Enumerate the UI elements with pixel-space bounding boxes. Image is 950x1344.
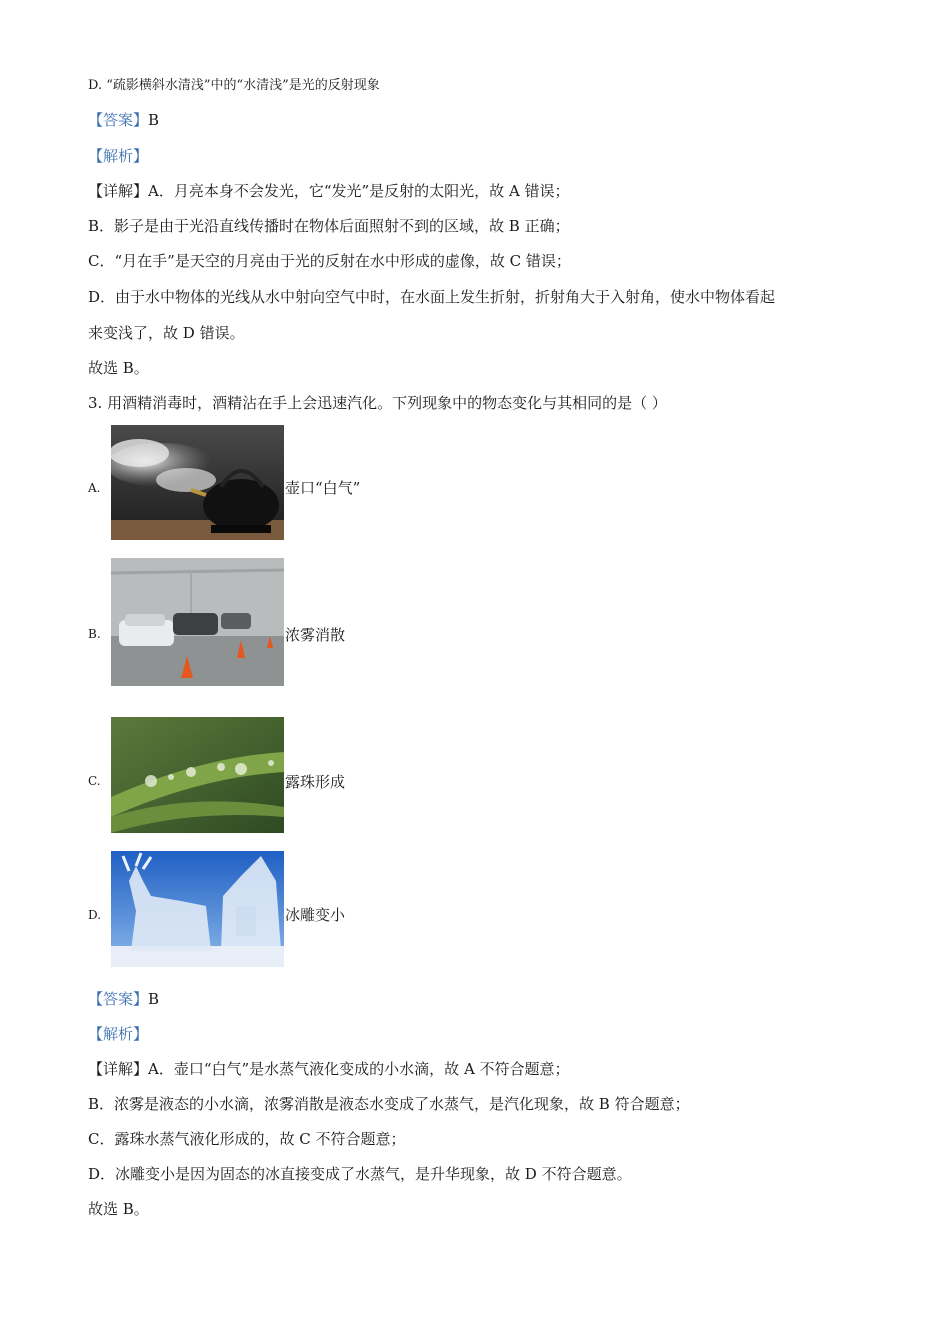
q3-detail-d: D．冰雕变小是因为固态的冰直接变成了水蒸气，是升华现象，故 D 不符合题意。 [88, 1165, 632, 1183]
prev-detail-c: C．“月在手”是天空的月亮由于光的反射在水中形成的虚像，故 C 错误； [88, 252, 571, 270]
option-d-caption: 冰雕变小 [285, 906, 346, 924]
option-c-letter: C. [88, 774, 101, 788]
option-d-letter: D. [88, 908, 102, 922]
q3-detail-a: 【详解】A．壶口“白气”是水蒸气液化变成的小水滴，故 A 不符合题意； [88, 1060, 570, 1078]
answer-value: B [148, 990, 160, 1008]
prev-detail-a: 【详解】A．月亮本身不会发光，它“发光”是反射的太阳光，故 A 错误； [88, 182, 570, 200]
analysis-tag: 【解析】 [88, 147, 149, 165]
prev-detail-d2: 来变浅了，故 D 错误。 [88, 324, 245, 342]
option-c-caption: 露珠形成 [285, 773, 346, 791]
q3-choose: 故选 B。 [88, 1200, 149, 1218]
prev-answer-line [88, 110, 159, 130]
answer-tag: 【答案】 [88, 990, 149, 1008]
prev-choose: 故选 B。 [88, 359, 149, 377]
q3-detail-b: B．浓雾是液态的小水滴，浓雾消散是液态水变成了水蒸气，是汽化现象，故 B 符合题意； [88, 1095, 690, 1113]
prev-detail-b: B．影子是由于光沿直线传播时在物体后面照射不到的区域，故 B 正确； [88, 217, 570, 235]
kettle-steam-image [111, 425, 284, 540]
q3-answer-line [88, 989, 159, 1009]
answer-tag: 【答案】 [88, 111, 149, 129]
option-b-caption: 浓雾消散 [285, 626, 346, 644]
analysis-tag: 【解析】 [88, 1025, 149, 1043]
ice-sculpture-image [111, 851, 284, 967]
option-b-letter: B. [88, 627, 101, 641]
prev-option-d: D. “疏影横斜水清浅”中的“水清浅”是光的反射现象 [88, 78, 380, 93]
option-a-letter: A. [88, 481, 101, 495]
question-3-stem: 3. 用酒精消毒时，酒精沾在手上会迅速汽化。下列现象中的物态变化与其相同的是（ ） [88, 394, 667, 412]
q3-detail-c: C．露珠水蒸气液化形成的，故 C 不符合题意； [88, 1130, 406, 1148]
dew-drops-image [111, 717, 284, 833]
option-a-caption: 壶口“白气” [285, 479, 361, 497]
prev-detail-d1: D．由于水中物体的光线从水中射向空气中时，在水面上发生折射，折射角大于入射角，使水中物体看起 [88, 288, 776, 306]
answer-value: B [148, 111, 160, 129]
fog-road-image [111, 558, 284, 686]
